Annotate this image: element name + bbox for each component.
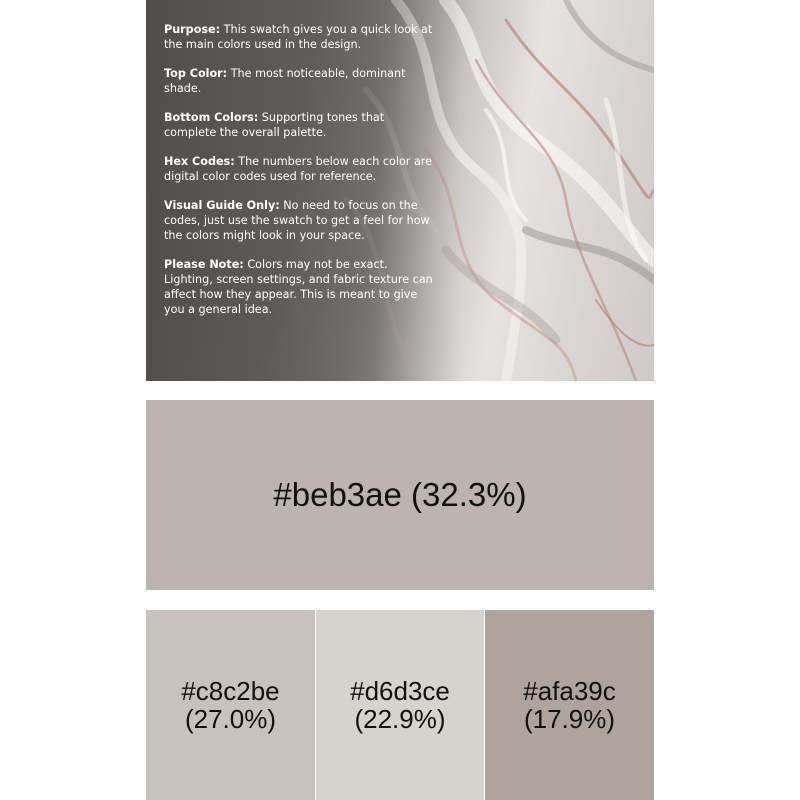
swatch-percent: (17.9%) — [523, 704, 616, 734]
note-purpose: Purpose: This swatch gives you a quick look at the main colors used in the design. — [164, 23, 433, 51]
bottom-color-swatch-2 — [316, 610, 484, 800]
marble-texture-panel — [146, 0, 654, 381]
bottom-color-swatch-3 — [485, 610, 654, 800]
top-color-label: #beb3ae (32.3%) — [273, 476, 527, 513]
swatch-hex: #d6d3ce — [350, 676, 450, 706]
note-bottom-colors: Bottom Colors: Supporting tones that complete the overall palette. — [164, 111, 385, 139]
note-top-color: Top Color: The most noticeable, dominant shade. — [164, 67, 406, 95]
note-visual-guide: Visual Guide Only: No need to focus on the codes, just use the swatch to get a feel for how the colors might look in your space. — [164, 199, 430, 242]
swatch-hex: #c8c2be — [181, 676, 280, 706]
note-hex-codes: Hex Codes: The numbers below each color are digital color codes used for reference. — [164, 155, 433, 183]
note-please-note: Please Note: Colors may not be exact. Lighting, screen settings, and fabric texture can affect how they appear. This is meant to give you a general idea. — [164, 258, 433, 316]
swatch-percent: (22.9%) — [354, 704, 446, 734]
swatch-percent: (27.0%) — [184, 704, 277, 734]
top-color-swatch — [146, 400, 654, 590]
bottom-color-swatch-1 — [146, 610, 315, 800]
swatch-hex: #afa39c — [523, 676, 616, 706]
swatch-notes — [164, 22, 434, 331]
